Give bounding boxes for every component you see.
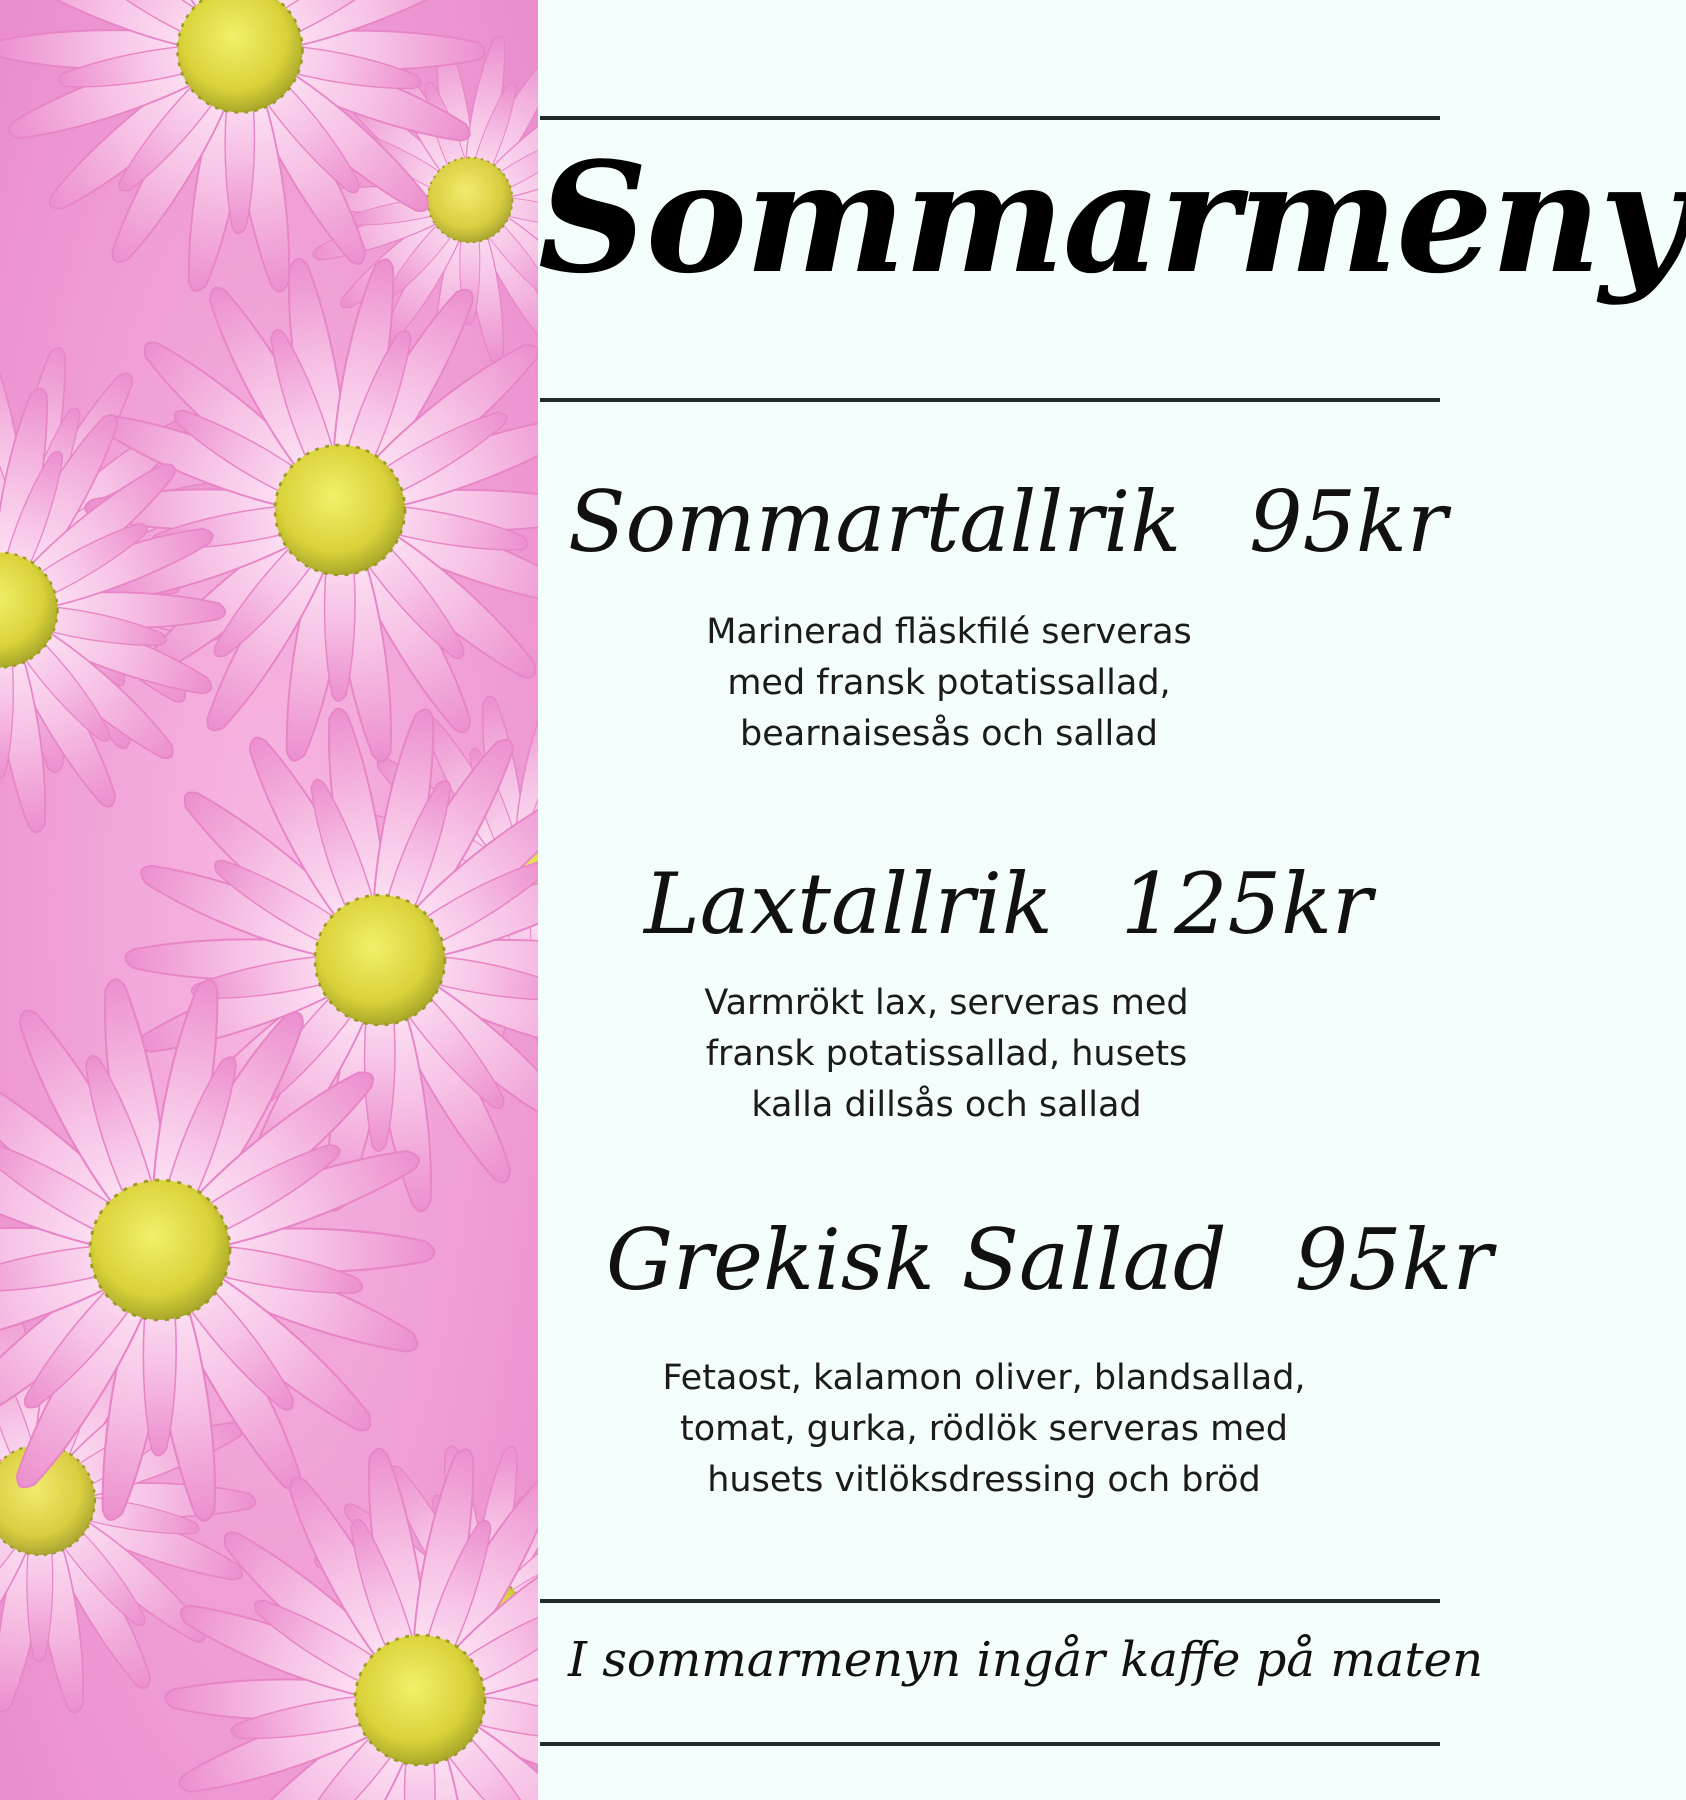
description-line: husets vitlöksdressing och bröd [707,1460,1261,1500]
dish-name: Laxtallrik [644,855,1053,953]
dish-price: 95kr [1294,1211,1493,1309]
dish-description-sommartallrik [598,607,1300,760]
footer-note: I sommarmenyn ingår kaffe på maten [568,1632,1483,1688]
dish-heading-sommartallrik [568,473,1448,571]
description-line: tomat, gurka, rödlök serveras med [679,1409,1289,1449]
dish-heading-grekisk-sallad [606,1211,1493,1309]
dish-name: Grekisk Sallad [606,1211,1227,1309]
menu-title: Sommarmeny [538,128,1686,307]
footer-bottom-divider [540,1742,1440,1746]
menu-panel [538,0,1686,1800]
description-line: Fetaost, kalamon oliver, blandsallad, [662,1358,1306,1398]
footer-top-divider [540,1599,1440,1603]
daisy-illustration [0,0,538,1800]
description-line: fransk potatissallad, husets [705,1034,1188,1074]
description-line: Varmrökt lax, serveras med [704,983,1189,1023]
top-divider [540,116,1440,120]
description-line: med fransk potatissallad, [727,663,1171,703]
dish-description-laxtallrik [618,978,1275,1131]
dish-price: 125kr [1120,855,1373,953]
dish-name: Sommartallrik [568,473,1182,571]
description-line: kalla dillsås och sallad [751,1085,1142,1125]
dish-heading-laxtallrik [644,855,1373,953]
description-line: bearnaisesås och sallad [740,714,1158,754]
description-line: Marinerad fläskfilé serveras [706,612,1192,652]
floral-image [0,0,538,1800]
dish-price: 95kr [1249,473,1448,571]
title-divider [540,398,1440,402]
dish-description-grekisk-sallad [588,1353,1380,1506]
